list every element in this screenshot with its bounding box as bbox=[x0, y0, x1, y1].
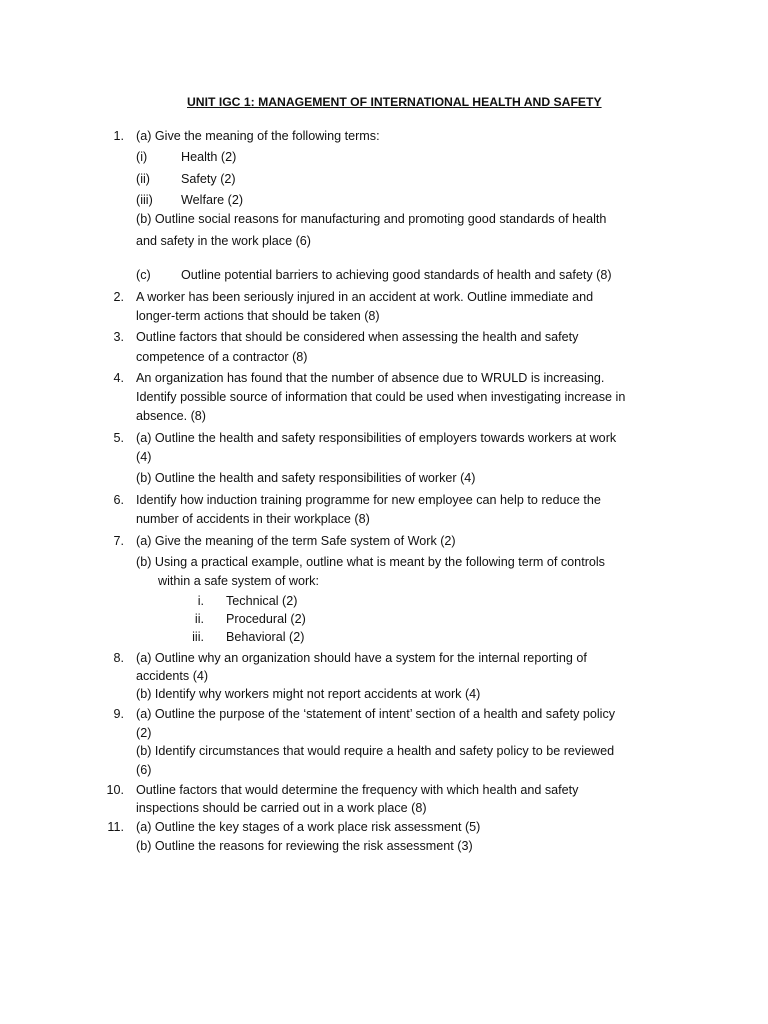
question-5a-line-2: (4) bbox=[136, 450, 152, 464]
question-4-line-2: Identify possible source of information that could be used when investigating increase in bbox=[136, 390, 626, 404]
question-11-number: 11. bbox=[107, 820, 124, 834]
question-3-line-1: Outline factors that should be considered when assessing the health and safety bbox=[136, 330, 579, 344]
question-11a-text: (a) Outline the key stages of a work place risk assessment (5) bbox=[136, 820, 481, 834]
question-9a-line-1: (a) Outline the purpose of the ‘statement of intent’ section of a health and safety policy bbox=[136, 707, 616, 721]
question-1c-text: Outline potential barriers to achieving good standards of health and safety (8) bbox=[181, 268, 612, 282]
question-7b-iii-text: Behavioral (2) bbox=[226, 630, 305, 644]
question-1-i-text: Health (2) bbox=[181, 150, 237, 164]
document-title: UNIT IGC 1: MANAGEMENT OF INTERNATIONAL HEALTH AND SAFETY bbox=[187, 95, 602, 109]
question-2-number: 2. bbox=[113, 290, 124, 304]
question-10-number: 10. bbox=[106, 783, 124, 797]
question-7-number: 7. bbox=[113, 534, 124, 548]
question-4-line-3: absence. (8) bbox=[136, 409, 207, 423]
question-5b-text: (b) Outline the health and safety responsibilities of worker (4) bbox=[136, 471, 476, 485]
question-1-i-marker: (i) bbox=[136, 150, 148, 164]
question-7b-line-2: within a safe system of work: bbox=[158, 574, 319, 588]
question-6-line-1: Identify how induction training programme for new employee can help to reduce the bbox=[136, 493, 601, 507]
question-2-line-1: A worker has been seriously injured in an accident at work. Outline immediate and bbox=[136, 290, 594, 304]
question-9b-line-1: (b) Identify circumstances that would require a health and safety policy to be reviewed bbox=[136, 744, 615, 758]
question-8-number: 8. bbox=[113, 651, 124, 665]
question-11b-text: (b) Outline the reasons for reviewing the risk assessment (3) bbox=[136, 839, 473, 853]
question-1-number: 1. bbox=[113, 129, 124, 143]
question-8b-text: (b) Identify why workers might not report accidents at work (4) bbox=[136, 687, 481, 701]
question-3-line-2: competence of a contractor (8) bbox=[136, 350, 308, 364]
question-5-number: 5. bbox=[113, 431, 124, 445]
question-10-line-1: Outline factors that would determine the frequency with which health and safety bbox=[136, 783, 579, 797]
question-7b-i-marker: i. bbox=[197, 594, 204, 608]
question-9-number: 9. bbox=[113, 707, 124, 721]
question-3-number: 3. bbox=[113, 330, 124, 344]
question-7b-ii-marker: ii. bbox=[194, 612, 204, 626]
question-1-iii-text: Welfare (2) bbox=[181, 193, 244, 207]
question-7a-text: (a) Give the meaning of the term Safe system of Work (2) bbox=[136, 534, 456, 548]
question-7b-ii-text: Procedural (2) bbox=[226, 612, 306, 626]
question-2-line-2: longer-term actions that should be taken (8) bbox=[136, 309, 380, 323]
question-6-line-2: number of accidents in their workplace (8) bbox=[136, 512, 370, 526]
question-6-number: 6. bbox=[113, 493, 124, 507]
question-7b-line-1: (b) Using a practical example, outline what is meant by the following term of controls bbox=[136, 555, 605, 569]
question-1c-marker: (c) bbox=[136, 268, 151, 282]
question-1b-line-1: (b) Outline social reasons for manufacturing and promoting good standards of health bbox=[136, 212, 607, 226]
question-8a-line-2: accidents (4) bbox=[136, 669, 209, 683]
question-10-line-2: inspections should be carried out in a work place (8) bbox=[136, 801, 427, 815]
question-5a-line-1: (a) Outline the health and safety responsibilities of employers towards workers at work bbox=[136, 431, 617, 445]
question-4-line-1: An organization has found that the number of absence due to WRULD is increasing. bbox=[136, 371, 605, 385]
question-1a-text: (a) Give the meaning of the following terms: bbox=[136, 129, 380, 143]
question-4-number: 4. bbox=[113, 371, 124, 385]
question-7b-iii-marker: iii. bbox=[192, 630, 204, 644]
question-1-ii-text: Safety (2) bbox=[181, 172, 236, 186]
question-9b-line-2: (6) bbox=[136, 763, 152, 777]
question-1b-line-2: and safety in the work place (6) bbox=[136, 234, 312, 248]
question-1-iii-marker: (iii) bbox=[136, 193, 153, 207]
question-9a-line-2: (2) bbox=[136, 726, 152, 740]
question-1-ii-marker: (ii) bbox=[136, 172, 150, 186]
question-8a-line-1: (a) Outline why an organization should have a system for the internal reporting of bbox=[136, 651, 587, 665]
question-7b-i-text: Technical (2) bbox=[226, 594, 298, 608]
